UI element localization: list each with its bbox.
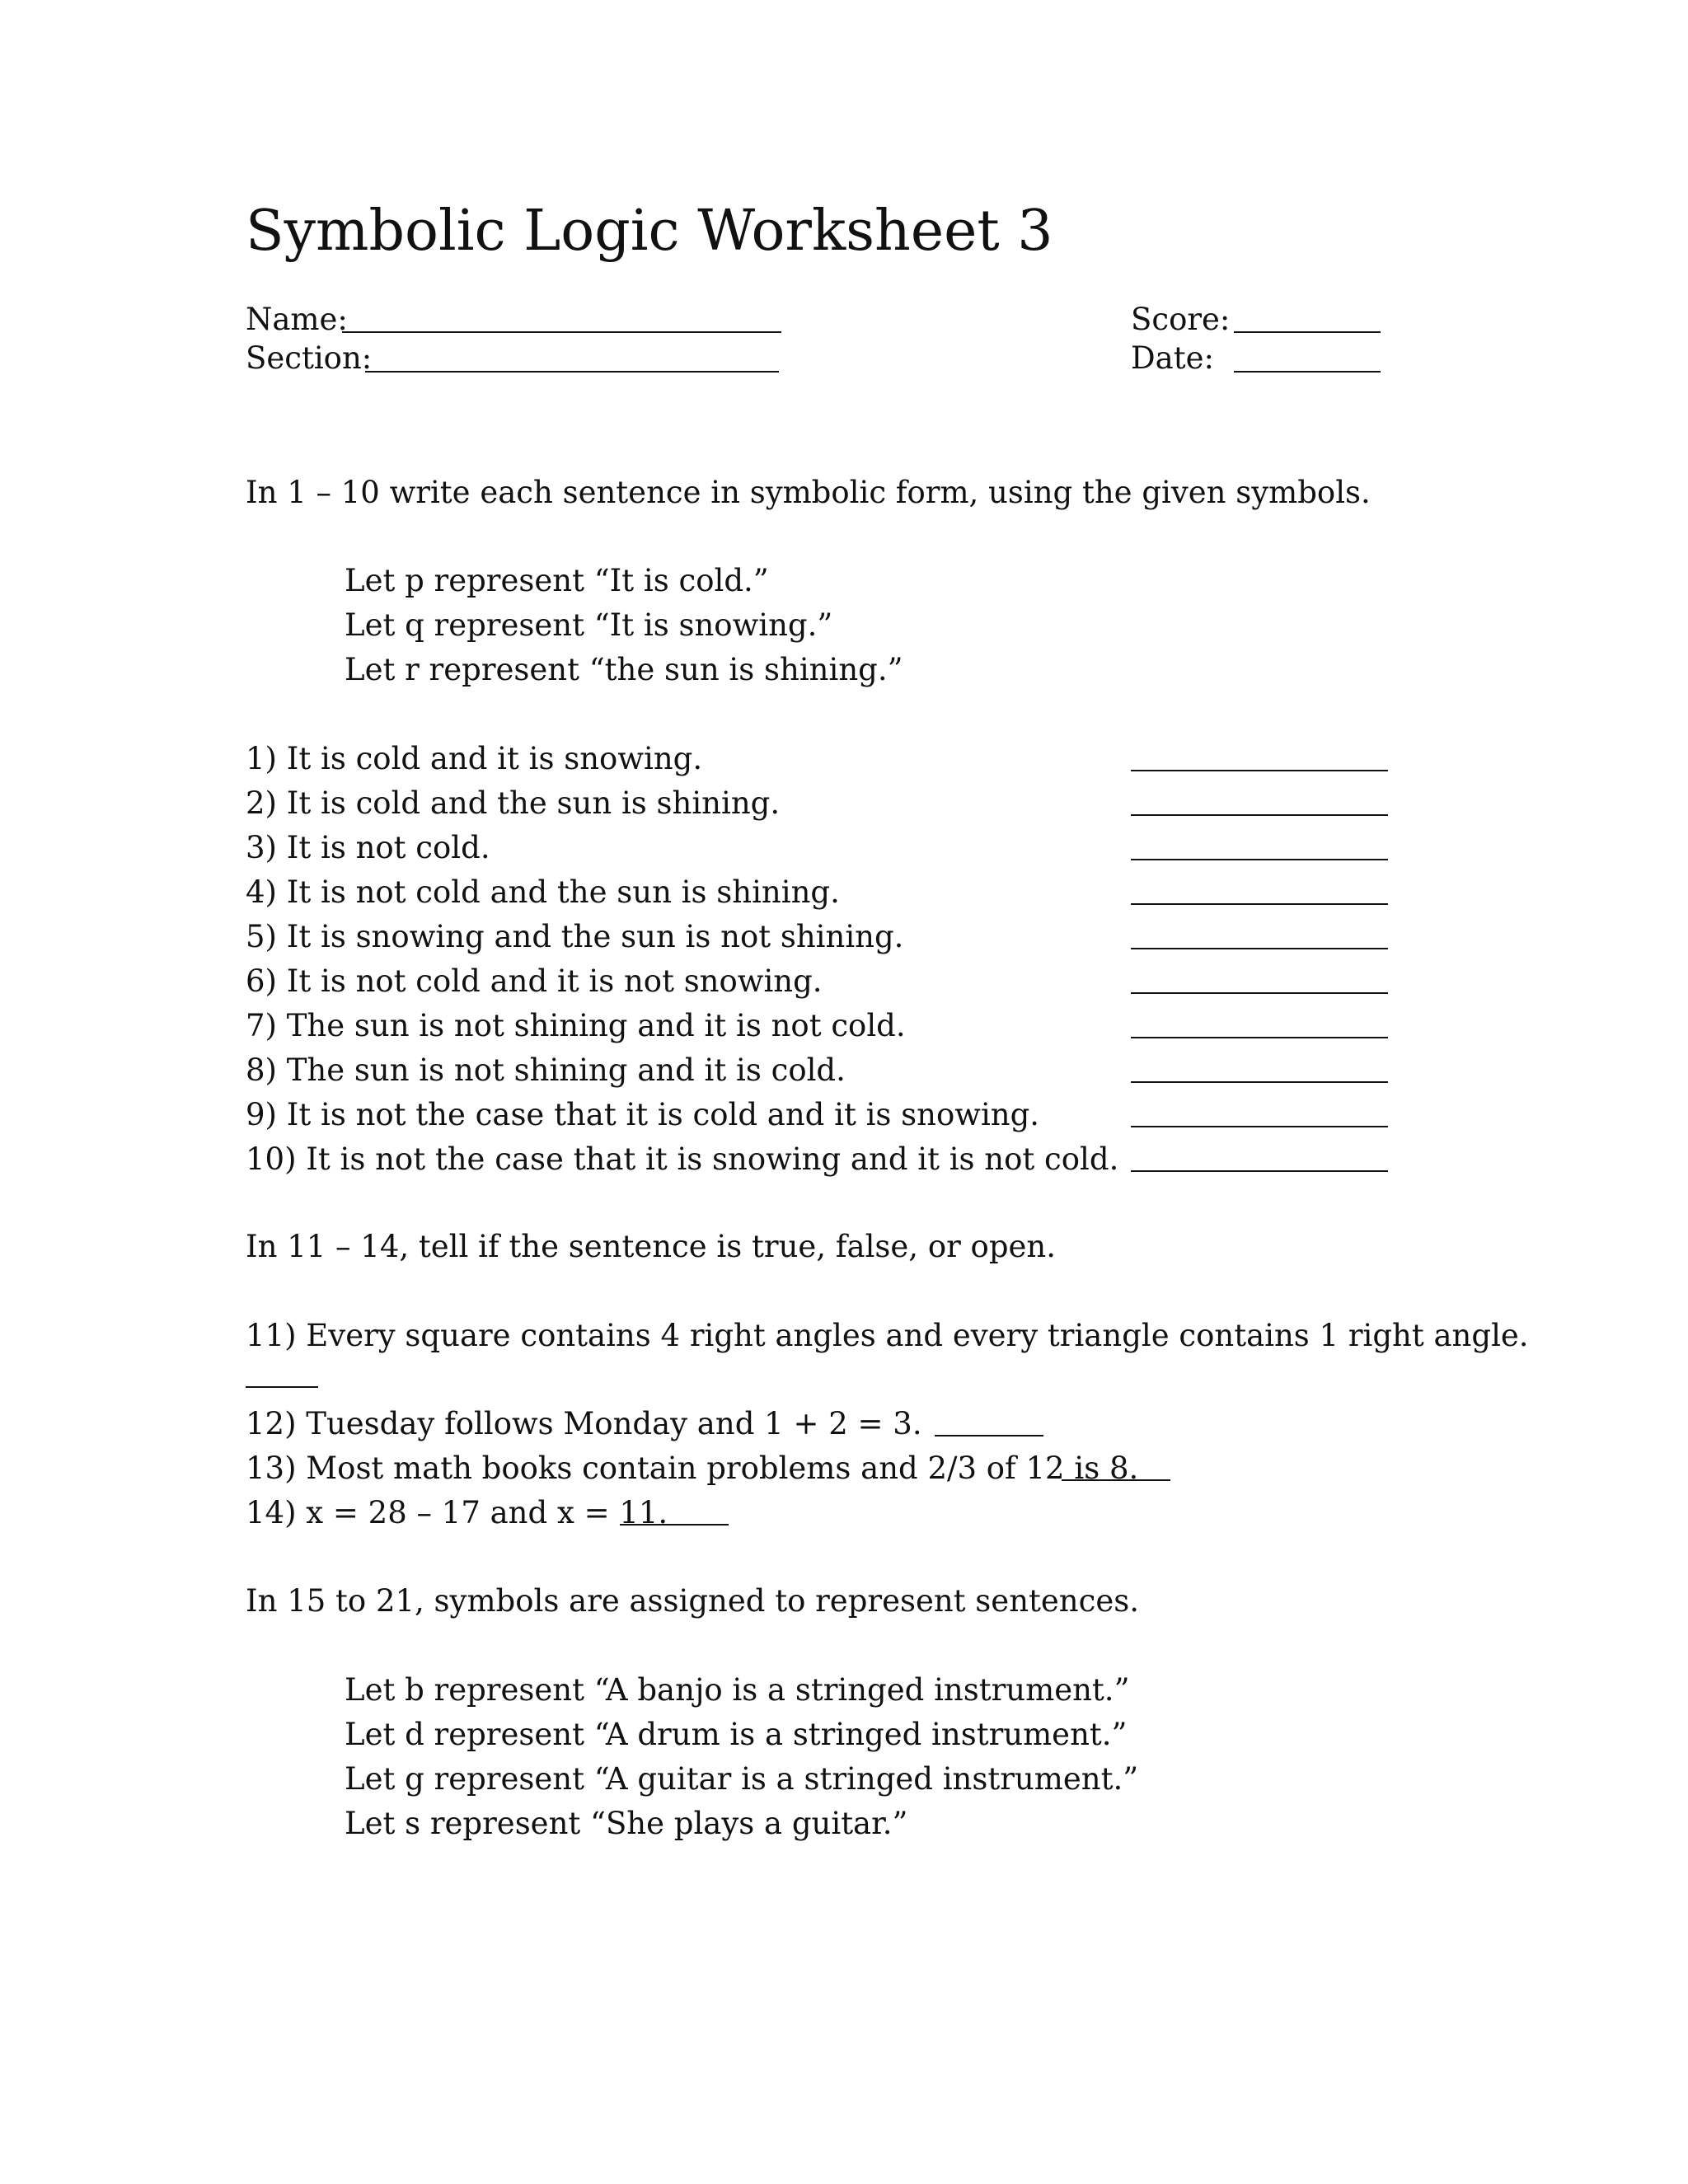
- answer-blank-11[interactable]: [246, 1386, 318, 1388]
- question-3: 3) It is not cold.: [246, 830, 490, 865]
- answer-blank-12[interactable]: [935, 1435, 1043, 1436]
- answer-blank-6[interactable]: [1131, 992, 1388, 994]
- question-8: 8) The sun is not shining and it is cold.: [246, 1052, 846, 1088]
- question-12: 12) Tuesday follows Monday and 1 + 2 = 3.: [246, 1406, 922, 1441]
- part2-instruction: In 11 – 14, tell if the sentence is true, false, or open.: [246, 1229, 1056, 1264]
- question-7: 7) The sun is not shining and it is not cold.: [246, 1008, 906, 1043]
- name-blank[interactable]: [342, 331, 781, 333]
- answer-blank-5[interactable]: [1131, 948, 1388, 949]
- symbol-definition: Let g represent “A guitar is a stringed instrument.”: [345, 1761, 1139, 1797]
- answer-blank-10[interactable]: [1131, 1170, 1388, 1172]
- question-11: 11) Every square contains 4 right angles and every triangle contains 1 right angle.: [246, 1318, 1529, 1353]
- question-14: 14) x = 28 – 17 and x = 11.: [246, 1495, 668, 1530]
- symbol-definition: Let p represent “It is cold.”: [345, 563, 769, 598]
- question-5: 5) It is snowing and the sun is not shining.: [246, 919, 904, 954]
- answer-blank-7[interactable]: [1131, 1037, 1388, 1038]
- answer-blank-8[interactable]: [1131, 1081, 1388, 1083]
- question-4: 4) It is not cold and the sun is shining.: [246, 874, 840, 910]
- score-label: Score:: [1131, 302, 1231, 337]
- symbol-definition: Let d represent “A drum is a stringed instrument.”: [345, 1717, 1128, 1752]
- question-9: 9) It is not the case that it is cold and it is snowing.: [246, 1097, 1040, 1132]
- answer-blank-2[interactable]: [1131, 814, 1388, 816]
- question-6: 6) It is not cold and it is not snowing.: [246, 963, 823, 999]
- section-label: Section:: [246, 340, 373, 376]
- answer-blank-1[interactable]: [1131, 770, 1388, 771]
- question-2: 2) It is cold and the sun is shining.: [246, 785, 781, 821]
- date-label: Date:: [1131, 340, 1214, 376]
- question-10: 10) It is not the case that it is snowing and it is not cold.: [246, 1141, 1119, 1177]
- part3-instruction: In 15 to 21, symbols are assigned to represent sentences.: [246, 1583, 1139, 1619]
- answer-blank-13[interactable]: [1062, 1479, 1170, 1481]
- answer-blank-4[interactable]: [1131, 903, 1388, 905]
- answer-blank-9[interactable]: [1131, 1126, 1388, 1127]
- symbol-definition: Let b represent “A banjo is a stringed instrument.”: [345, 1672, 1130, 1708]
- symbol-definition: Let r represent “the sun is shining.”: [345, 652, 903, 687]
- answer-blank-14[interactable]: [620, 1524, 729, 1526]
- part1-instruction: In 1 – 10 write each sentence in symbolic form, using the given symbols.: [246, 475, 1371, 510]
- answer-blank-3[interactable]: [1131, 859, 1388, 860]
- page-title: Symbolic Logic Worksheet 3: [246, 199, 1053, 264]
- date-blank[interactable]: [1234, 371, 1381, 373]
- section-blank[interactable]: [365, 371, 779, 373]
- symbol-definition: Let q represent “It is snowing.”: [345, 607, 833, 643]
- name-label: Name:: [246, 302, 348, 337]
- symbol-definition: Let s represent “She plays a guitar.”: [345, 1806, 908, 1841]
- question-13: 13) Most math books contain problems and 2/3 of 12 is 8.: [246, 1451, 1139, 1486]
- score-blank[interactable]: [1234, 331, 1381, 333]
- question-1: 1) It is cold and it is snowing.: [246, 741, 703, 776]
